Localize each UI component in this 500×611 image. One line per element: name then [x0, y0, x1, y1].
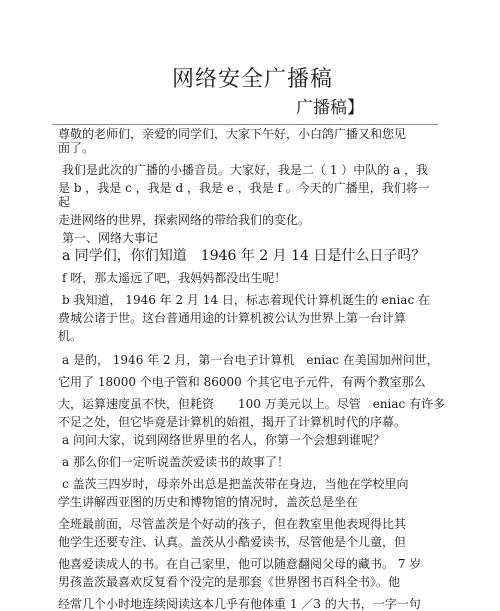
paragraph-line: 走进网络的世界，探索网络的带给我们的变化。 [58, 213, 311, 227]
dialogue-line: a 同学们，你们知道 1946 年 2 月 14 日是什么日子吗？ [62, 248, 426, 264]
paragraph-line: 面了。 [58, 141, 95, 155]
paragraph-line: 男孩盖茨最喜欢反复看个没完的是那套《世界图书百科全书》。他 [58, 575, 401, 589]
paragraph-line: 学生讲解西亚图的历史和博物馆的情况时，盖茨总是坐在 [58, 495, 359, 509]
paragraph-line: 他学生还要专注、认真。盖茨从小酷爱读书，尽管他是个儿童，但 [58, 535, 407, 549]
document-body [58, 127, 446, 611]
paragraph-line: 费城公诸于世。这台普通用途的计算机被公认为世界上第一台计算 [58, 311, 407, 325]
header-divider [52, 124, 438, 125]
document-subtitle: 广播稿】 [296, 98, 364, 118]
section-heading: 第一、网络大事记 [62, 231, 159, 245]
paragraph-line: 是 b ，我是 c ，我是 d ，我是 e ，我是 f 。今天的广播里，我们将一 [58, 181, 430, 195]
paragraph-line: 不足之处，但它毕竟是计算机的始祖，揭开了计算机时代的序幕。 [58, 415, 407, 429]
paragraph-line: 经常几个小时地连续阅读这本几乎有他体重 1 ／3 的大书，一字一句 [58, 597, 421, 611]
document-title: 网络安全广播稿 [172, 67, 334, 92]
paragraph-line: 尊敬的老师们，亲爱的同学们，大家下午好，小白鸽广播又和您见 [58, 127, 407, 141]
paragraph-line: 他喜爱读成人的书。在自己家里，他可以随意翻阅父母的藏书。 7 岁 [58, 557, 422, 571]
paragraph-line: 全班最前面，尽管盖茨是个好动的孩子，但在教室里他表现得比其 [58, 517, 407, 531]
paragraph-line: 它用了 18000 个电子管和 86000 个其它电子元件，有两个教室那么 [58, 375, 426, 389]
dialogue-line: c 盖茨三四岁时，母亲外出总是把盖茨带在身边，当他在学校里向 [62, 477, 409, 491]
paragraph-line: 我们是此次的广播的小播音员。大家好，我是二（ 1 ）中队的 a ，我 [62, 163, 429, 177]
dialogue-line: b 我知道， 1946 年 2 月 14 日，标志着现代计算机诞生的 eniac 在 [62, 293, 430, 307]
dialogue-line: a 那么你们一定听说盖茨爱读书的故事了！ [62, 455, 289, 469]
dialogue-line: f 呀，那太遥远了吧，我妈妈都没出生呢！ [62, 271, 287, 285]
dialogue-line: a 是的， 1946 年 2 月，第一台电子计算机 eniac 在美国加州问世， [62, 353, 439, 367]
dialogue-line: a 问问大家，说到网络世界里的名人，你第一个会想到谁呢？ [62, 433, 385, 447]
paragraph-line: 机。 [58, 329, 83, 343]
paragraph-line: 大，运算速度虽不快，但耗资 100 万美元以上。尽管 eniac 有许多 [58, 397, 446, 411]
paragraph-line: 起 [58, 195, 71, 209]
